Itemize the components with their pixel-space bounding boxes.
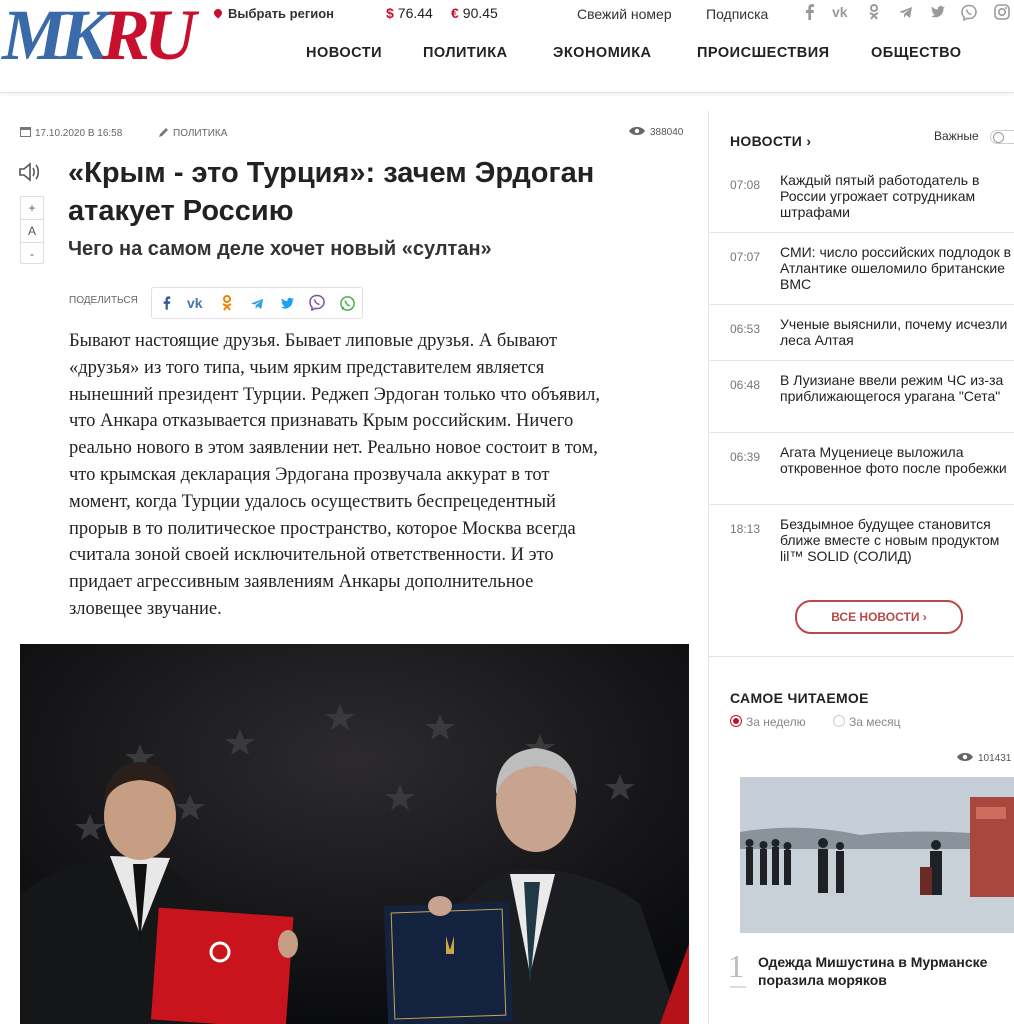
- font-size-controls: [20, 196, 44, 264]
- rank-underline: [730, 986, 746, 988]
- share-twitter-icon[interactable]: [272, 288, 302, 318]
- share-odnoklassniki-icon[interactable]: [212, 288, 242, 318]
- important-label: Важные: [934, 129, 979, 143]
- instagram-icon[interactable]: [994, 4, 1010, 20]
- top-article-thumbnail[interactable]: [740, 777, 1014, 933]
- share-facebook-icon[interactable]: [152, 288, 182, 318]
- article-category[interactable]: ПОЛИТИКА: [158, 126, 227, 139]
- share-buttons: [151, 287, 363, 319]
- share-viber-icon[interactable]: [302, 288, 332, 318]
- filter-week-radio[interactable]: За неделю: [730, 715, 806, 729]
- viber-icon[interactable]: [960, 4, 978, 22]
- header-social-links: [800, 4, 1014, 22]
- vk-icon[interactable]: [832, 4, 854, 20]
- news-item[interactable]: 07:08 Каждый пятый работодатель в России угрожает сотрудникам штрафами: [710, 170, 1014, 233]
- photo-illustration: [20, 644, 689, 1024]
- share-whatsapp-icon[interactable]: [332, 288, 362, 318]
- font-reset-button[interactable]: A: [21, 220, 43, 243]
- article-headline: «Крым - это Турция»: зачем Эрдоган атакует Россию: [68, 157, 595, 227]
- nav-society[interactable]: ОБЩЕСТВО: [871, 45, 962, 61]
- share-telegram-icon[interactable]: [242, 288, 272, 318]
- location-pin-icon: [212, 7, 223, 18]
- top-article-title[interactable]: Одежда Мишустина в Мурманске поразила моряков: [758, 954, 988, 988]
- facebook-icon[interactable]: [804, 4, 816, 20]
- toggle-knob: [993, 132, 1004, 143]
- news-item[interactable]: 18:13 Бездымное будущее становится ближе вместе с новым продуктом lil™ SOLID (СОЛИД): [730, 516, 1000, 564]
- svg-text:vk: vk: [187, 296, 203, 310]
- share-label: ПОДЕЛИТЬСЯ: [69, 295, 138, 306]
- news-item[interactable]: 06:39 Агата Муцениеце выложила откровенное фото после пробежки: [710, 442, 1014, 505]
- nav-economy[interactable]: ЭКОНОМИКА: [553, 45, 652, 61]
- filter-month-radio[interactable]: За месяц: [833, 715, 901, 729]
- radio-selected-icon: [730, 715, 742, 727]
- sidebar-divider: [708, 111, 709, 1024]
- thumbnail-illustration: [740, 777, 1014, 933]
- pencil-icon: [158, 126, 170, 138]
- article-date: 17.10.2020 В 16:58: [20, 126, 122, 139]
- font-decrease-button[interactable]: -: [30, 247, 34, 261]
- top-article-rank: 1: [728, 948, 744, 984]
- eur-rate: € 90.45: [451, 5, 498, 21]
- news-item[interactable]: 06:48 В Луизиане ввели режим ЧС из-за приближающегося урагана "Сета": [710, 370, 1014, 433]
- news-item[interactable]: 06:53 Ученые выяснили, почему исчезли леса Алтая: [710, 314, 1014, 361]
- most-read-heading: САМОЕ ЧИТАЕМОЕ: [730, 690, 869, 706]
- subscribe-link[interactable]: Подписка: [706, 6, 769, 22]
- sidebar-separator: [709, 656, 1014, 657]
- twitter-icon[interactable]: [930, 4, 946, 20]
- article-subheadline: Чего на самом деле хочет новый «султан»: [68, 238, 492, 260]
- font-increase-button[interactable]: +: [21, 197, 43, 220]
- nav-politics[interactable]: ПОЛИТИКА: [423, 45, 508, 61]
- site-header: [0, 0, 1014, 93]
- nav-news[interactable]: НОВОСТИ: [306, 45, 383, 61]
- news-item[interactable]: 07:07 СМИ: число российских подлодок в Атлантике ошеломило британские ВМС: [710, 242, 1014, 305]
- radio-unselected-icon: [833, 715, 845, 727]
- article-views: 388040: [628, 126, 683, 138]
- usd-rate: $ 76.44: [386, 5, 433, 21]
- fresh-issue-link[interactable]: Свежий номер: [577, 6, 672, 22]
- article-body: Бывают настоящие друзья. Бывает липовые друзья. А бывают «друзья» из того типа, чьим ярким представителем является нынешний президент Турции. Реджеп Эрдоган только что объявил, что Анкара отказывается признавать Крым российским. Ничего реально нового в этом заявлении нет. Реально новое состоит в том, что крымская декларация Эрдогана прозвучала аккурат в тот момент, когда Турции удалось осуществить беспрецедентный прорыв в то политическое пространство, которое Москва всегда считала зоной своей исключительной ответственности. И это придает агрессивным заявлениям Анкары дополнительное зловещее звучание.: [69, 331, 601, 619]
- nav-incidents[interactable]: ПРОИСШЕСТВИЯ: [697, 45, 830, 61]
- all-news-button[interactable]: ВСЕ НОВОСТИ ›: [795, 600, 963, 634]
- svg-text:vk: vk: [832, 4, 848, 20]
- odnoklassniki-icon[interactable]: [868, 4, 880, 20]
- sidebar-news-heading[interactable]: НОВОСТИ ›: [730, 133, 812, 149]
- top-article-views: 101431: [956, 752, 1011, 764]
- region-selector[interactable]: Выбрать регион: [214, 6, 334, 21]
- telegram-icon[interactable]: [898, 4, 914, 20]
- article-photo[interactable]: [20, 644, 689, 1024]
- speaker-icon[interactable]: [18, 161, 44, 183]
- calendar-icon: [20, 126, 31, 137]
- eye-icon: [956, 752, 974, 762]
- important-toggle[interactable]: [990, 130, 1014, 144]
- eye-icon: [628, 126, 646, 136]
- share-vk-icon[interactable]: [182, 288, 212, 318]
- site-logo[interactable]: MKRU: [2, 0, 191, 75]
